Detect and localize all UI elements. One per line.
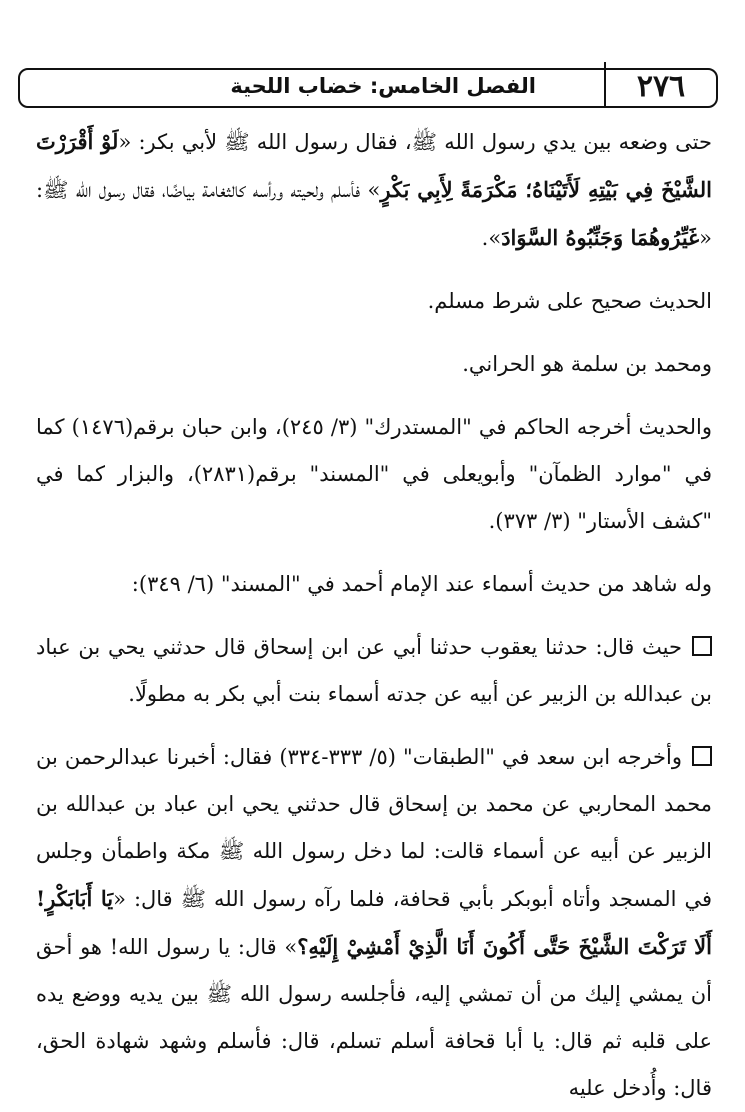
page-number: ٢٧٦ <box>604 62 716 108</box>
chapter-title: الفصل الخامس: خضاب اللحية <box>230 74 536 98</box>
paragraph-3: ومحمد بن سلمة هو الحراني. <box>462 352 712 376</box>
hadith-quote: غَيِّرُوهُمَا وَجَنِّبُوهُ السَّوَادَ <box>501 225 700 250</box>
hadith-quote: يَا أَبَابَكْرٍ! أَلَا تَرَكْتَ الشَّيْخَ حَتَّى أَكُونَ أَنَا الَّذِيْ أَمْشِيْ إِلَيْهِ؟ <box>36 886 712 959</box>
text-run: » قال: يا رسول الله! هو أحق أن يمشي إليك من أن تمشي إليه، فأجلسه رسول الله ﷺ بين يديه ووضع يده على قلبه ثم قال: يا أبا قحافة أسلم تسلم، قال: فأسلم وشهد شهادة الحق، قال: وأُدخل عليه <box>36 935 712 1100</box>
paragraph-2: الحديث صحيح على شرط مسلم. <box>427 289 712 313</box>
text-run: حيث قال: حدثنا يعقوب حدثنا أبي عن ابن إسحاق قال حدثني يحي بن عباد بن عبدالله بن الزبير عن أبيه عن جدته أسماء بنت أبي بكر به مطولًا. <box>36 635 712 706</box>
text-run: حتى وضعه بين يدي رسول الله ﷺ، فقال رسول الله ﷺ لأبي بكر: « <box>118 130 712 154</box>
text-run: ». <box>481 226 502 250</box>
paragraph-4: والحديث أخرجه الحاكم في "المستدرك" (٣/ ٢٤٥)، وابن حبان برقم(١٤٧٦) كما في "موارد الظمآن" وأبويعلى في "المسند" برقم(٢٨٣١)، والبزار كما في "كشف الأستار" (٣/ ٣٧٣). <box>36 415 712 533</box>
paragraph-7 <box>36 734 712 1112</box>
page-body <box>36 118 712 1112</box>
paragraph-1 <box>36 118 712 262</box>
checkbox-bullet-icon <box>692 746 712 766</box>
paragraph-6 <box>36 624 712 718</box>
checkbox-bullet-icon <box>692 636 712 656</box>
text-run: » فأسلم ولحيته ورأسه كالثغامة بياضًا، فقال رسول الله ﷺ: « <box>36 178 712 250</box>
paragraph-5: وله شاهد من حديث أسماء عند الإمام أحمد في "المسند" (٦/ ٣٤٩): <box>131 572 712 596</box>
page-header <box>18 68 718 108</box>
hadith-quote: لَوْ أَقْرَرْتَ الشَّيْخَ فِي بَيْتِهِ لَأَتَيْنَاهُ؛ مَكْرَمَةً لِأَبِي بَكْرٍ <box>36 129 712 202</box>
text-run: وأخرجه ابن سعد في "الطبقات" (٥/ ٣٣٣-٣٣٤) فقال: أخبرنا عبدالرحمن بن محمد المحاربي عن محمد بن إسحاق قال حدثني يحي ابن عباد بن عبدالله بن الزبير عن أبيه عن أسماء قالت: لما دخل رسول الله ﷺ مكة واطمأن وجلس في المسجد وأتاه أبوبكر بأبي قحافة، فلما رآه رسول الله ﷺ قال: « <box>36 745 712 911</box>
